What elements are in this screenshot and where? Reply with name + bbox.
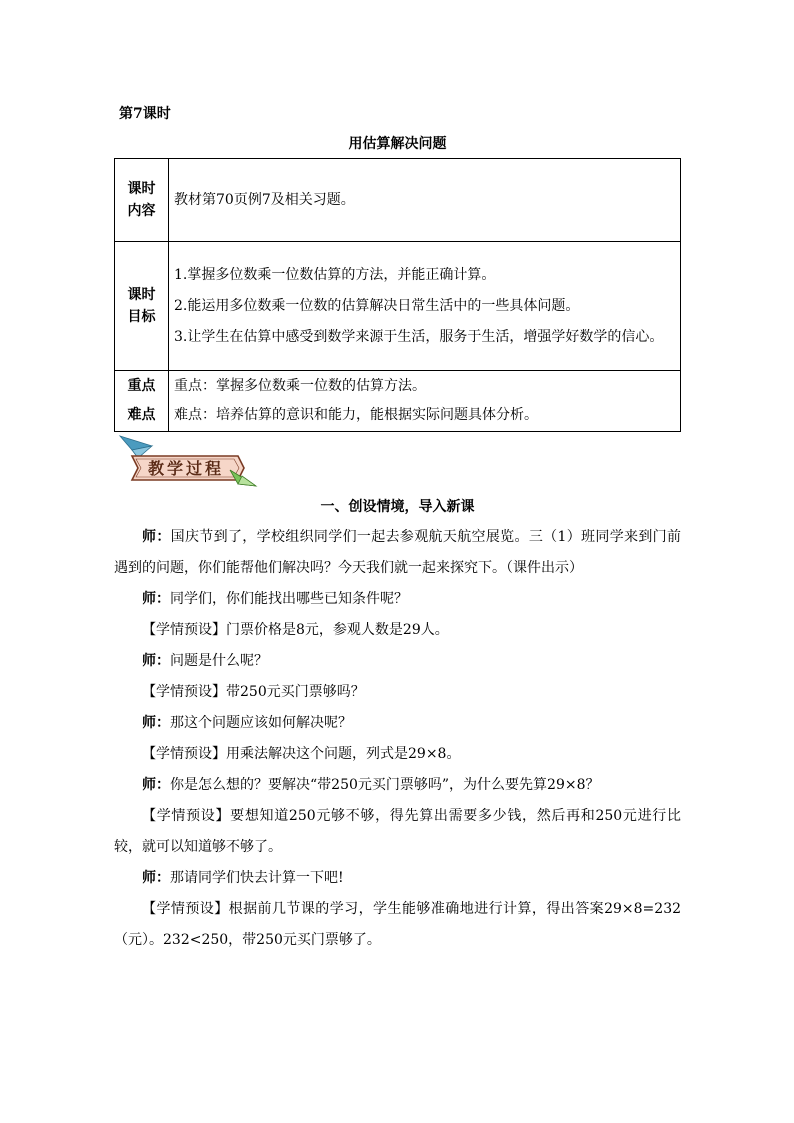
paragraph-text: 根据前几节课的学习，学生能够准确地进行计算，得出答案29×8=232（元）。232<250，带250元买门票够了。 <box>114 901 682 948</box>
content-line: 教材第70页例7及相关习题。 <box>174 191 355 208</box>
label-line: 内容 <box>127 203 156 219</box>
paragraph-text: 同学们，你们能找出哪些已知条件呢？ <box>170 591 408 607</box>
row-label-keypoints <box>115 371 169 432</box>
speaker-label: 【学情预设】 <box>142 684 226 700</box>
section-heading: 一、创设情境，导入新课 <box>320 499 475 515</box>
speaker-label: 师： <box>142 715 170 731</box>
speaker-label: 【学情预设】 <box>142 622 226 638</box>
lesson-title: 用估算解决问题 <box>348 136 447 152</box>
speaker-label: 【学情预设】 <box>142 901 229 917</box>
dialogue-paragraph <box>114 677 681 708</box>
speaker-label: 师： <box>142 591 170 607</box>
dialogue-paragraph <box>114 708 681 739</box>
label-line: 课时 <box>127 181 156 197</box>
row-value-goals <box>169 242 681 371</box>
label-line: 难点 <box>127 407 156 423</box>
dialogue-paragraph <box>114 646 681 677</box>
dialogue-paragraph <box>114 615 681 646</box>
row-value-keypoints <box>169 371 681 432</box>
badge-text: 教学过程 <box>147 459 225 478</box>
keypoint-line: 难点：培养估算的意识和能力，能根据实际问题具体分析。 <box>174 407 538 423</box>
teaching-process-badge <box>118 432 258 490</box>
speaker-label: 师： <box>142 777 170 793</box>
speaker-label: 师： <box>142 870 170 886</box>
speaker-label: 【学情预设】 <box>142 746 226 762</box>
lesson-info-table <box>114 158 681 432</box>
dialogue-paragraph <box>114 739 681 770</box>
goal-line: 2.能运用多位数乘一位数的估算解决日常生活中的一些具体问题。 <box>174 297 580 314</box>
speaker-label: 师： <box>142 653 170 669</box>
paragraph-text: 问题是什么呢？ <box>170 653 268 669</box>
paragraph-text: 用乘法解决这个问题，列式是29×8。 <box>226 746 461 762</box>
table-row-keypoints <box>115 371 681 432</box>
label-line: 课时 <box>127 287 156 303</box>
dialogue-paragraph <box>114 894 681 956</box>
speaker-label: 师： <box>142 529 171 545</box>
paragraph-text: 国庆节到了，学校组织同学们一起去参观航天航空展览。三（1）班同学来到门前遇到的问题，你们能帮他们解决吗？今天我们就一起来探究下。（课件出示） <box>114 529 682 576</box>
paragraph-text: 要想知道250元够不够，得先算出需要多少钱，然后再和250元进行比较，就可以知道够不够了。 <box>114 808 681 855</box>
row-label-goals <box>115 242 169 371</box>
dialogue-paragraph <box>114 584 681 615</box>
label-line: 目标 <box>127 309 156 325</box>
paragraph-text: 那这个问题应该如何解决呢？ <box>170 715 352 731</box>
dialogue-paragraph <box>114 770 681 801</box>
row-value-content <box>169 159 681 242</box>
dialogue-paragraph <box>114 801 681 863</box>
paragraph-text: 那请同学们快去计算一下吧! <box>170 870 344 886</box>
lesson-body <box>114 522 681 956</box>
dialogue-paragraph <box>114 522 681 584</box>
speaker-label: 【学情预设】 <box>142 808 231 824</box>
label-line: 重点 <box>127 378 156 394</box>
goal-line: 1.掌握多位数乘一位数估算的方法，并能正确计算。 <box>174 266 496 283</box>
keypoint-line: 重点：掌握多位数乘一位数的估算方法。 <box>174 378 426 394</box>
dialogue-paragraph <box>114 863 681 894</box>
row-label-content <box>115 159 169 242</box>
paragraph-text: 门票价格是8元，参观人数是29人。 <box>226 622 449 638</box>
paragraph-text: 你是怎么想的？要解决“带250元买门票够吗”，为什么要先算29×8？ <box>170 777 600 793</box>
goal-line: 3.让学生在估算中感受到数学来源于生活，服务于生活，增强学好数学的信心。 <box>174 328 664 345</box>
paragraph-text: 带250元买门票够吗？ <box>226 684 365 700</box>
lesson-number: 第7课时 <box>119 106 171 122</box>
table-row-goals <box>115 242 681 371</box>
table-row-content <box>115 159 681 242</box>
